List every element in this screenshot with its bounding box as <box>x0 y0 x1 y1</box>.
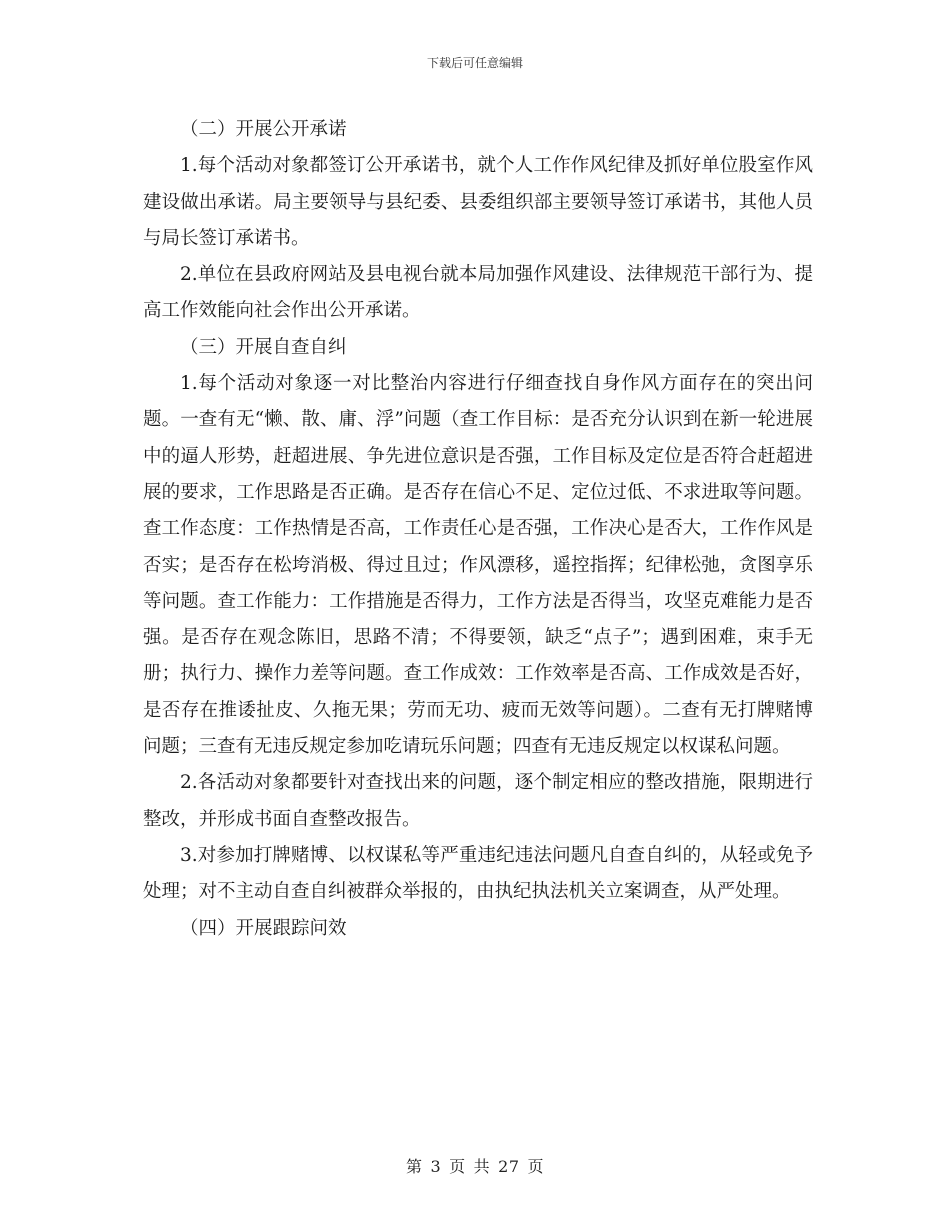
page-prefix: 第 <box>405 1157 423 1176</box>
page-footer <box>0 1154 950 1177</box>
document-body <box>143 112 813 947</box>
total-unit: 页 <box>527 1157 545 1176</box>
total-prefix: 共 <box>473 1157 491 1176</box>
section-heading: （二）开展公开承诺 <box>180 119 347 140</box>
section-heading: （四）开展跟踪问效 <box>180 917 347 939</box>
paragraph: 1.每个活动对象都签订公开承诺书，就个人工作作风纪律及抓好单位股室作风建设做出承诺。局主要领导与县纪委、县委组织部主要领导签订承诺书，其他人员与局长签订承诺书。 <box>143 155 813 249</box>
paragraph: 3.对参加打牌赌博、以权谋私等严重违纪违法问题凡自查自纠的，从轻或免予处理；对不主动自查自纠被群众举报的，由执纪执法机关立案调查，从严处理。 <box>143 844 813 903</box>
paragraph: 1.每个活动对象逐一对比整治内容进行仔细查找自身作风方面存在的突出问题。一查有无“懒、散、庸、浮”问题（查工作目标：是否充分认识到在新一轮进展中的逼人形势，赶超进展、争先进位意识是否强，工作目标及定位是否符合赶超进展的要求，工作思路是否正确。是否存在信心不足、定位过低、不求进取等问题。查工作态度：工作热情是否高，工作责任心是否强，工作决心是否大，工作作风是否实；是否存在松垮消极、得过且过；作风漂移，遥控指挥；纪律松弛，贪图享乐等问题。查工作能力：工作措施是否得力，工作方法是否得当，攻坚克难能力是否强。是否存在观念陈旧，思路不清；不得要领，缺乏“点子”；遇到困难，束手无册；执行力、操作力差等问题。查工作成效：工作效率是否高、工作成效是否好，是否存在推诿扯皮、久拖无果；劳而无功、疲而无效等问题）。二查有无打牌赌博问题；三查有无违反规定参加吃请玩乐问题；四查有无违反规定以权谋私问题。 <box>143 373 813 758</box>
total-pages-number: 27 <box>498 1157 520 1176</box>
paragraph: 2.单位在县政府网站及县电视台就本局加强作风建设、法律规范干部行为、提高工作效能向社会作出公开承诺。 <box>143 264 813 322</box>
section-heading: （三）开展自查自纠 <box>180 336 347 358</box>
current-page-number: 3 <box>430 1157 442 1176</box>
paragraph: 2.各活动对象都要针对查找出来的问题，逐个制定相应的整改措施，限期进行整改，并形成书面自查整改报告。 <box>143 772 813 830</box>
page-unit: 页 <box>449 1157 466 1176</box>
page-header-note: 下载后可任意编辑 <box>426 56 523 70</box>
